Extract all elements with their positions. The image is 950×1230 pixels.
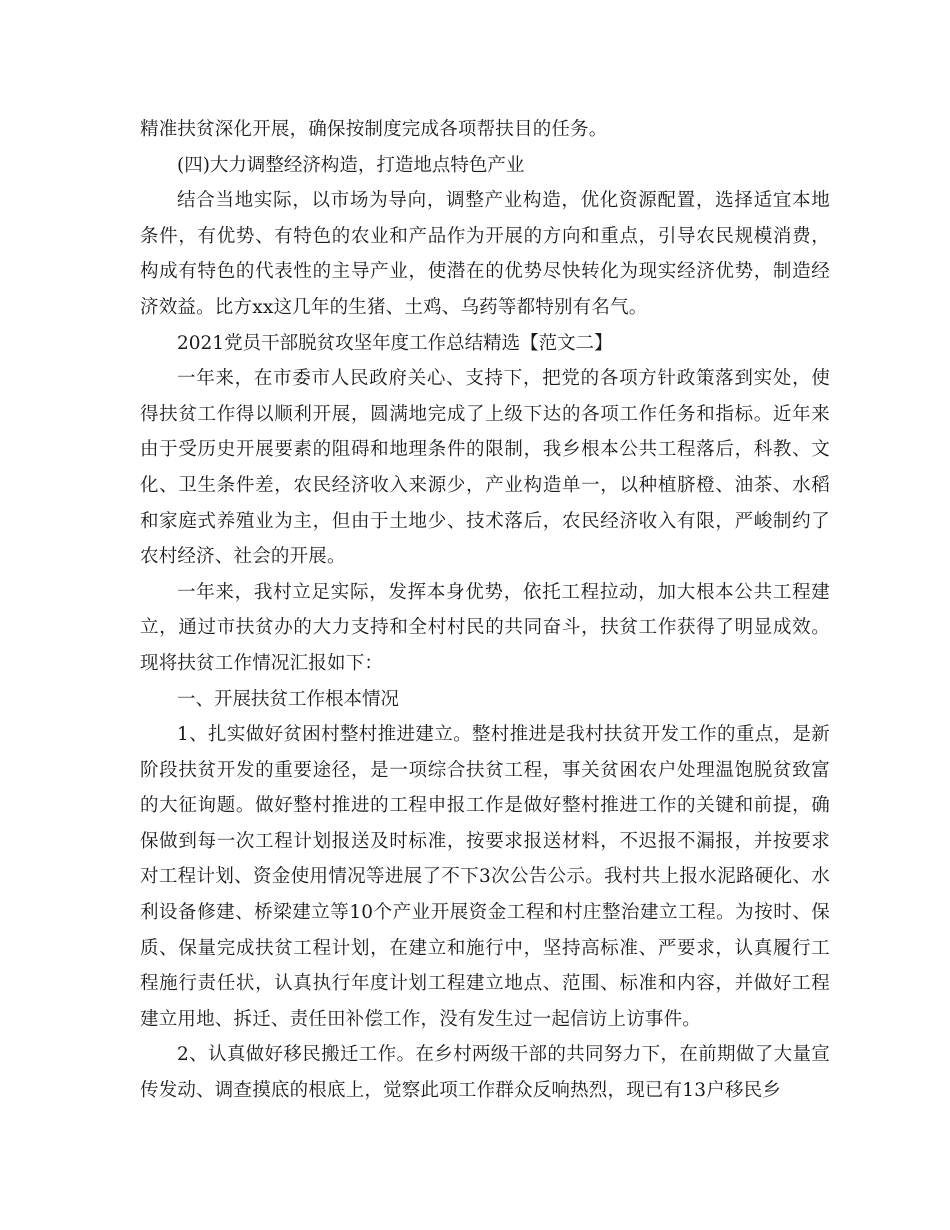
paragraph-item-2: 2、认真做好移民搬迁工作。在乡村两级干部的共同努力下，在前期做了大量宣传发动、调查摸底的根底上，觉察此项工作群众反响热烈，现已有13户移民乡 xyxy=(140,1044,830,1102)
article-title-2: 2021党员干部脱贫攻坚年度工作总结精选【范文二】 xyxy=(177,332,613,354)
paragraph-item-1: 1、扎实做好贫困村整村推进建立。整村推进是我村扶贫开发工作的重点，是新阶段扶贫开发的重要途径，是一项综合扶贫工程，事关贫困农户处理温饱脱贫致富的大征询题。做好整村推进的工程申报工作是做好整村推进工作的关键和前提，确保做到每一次工程计划报送及时标准，按要求报送材料，不迟报不漏报，并按要求对工程计划、资金使用情况等进展了不下3次公告公示。我村共上报水泥路硬化、水利设备修建、桥梁建立等10个产业开展资金工程和村庄整治建立工程。为按时、保质、保量完成扶贫工程计划，在建立和施行中，坚持高标准、严要求，认真履行工程施行责任状，认真执行年度计划工程建立地点、范围、标准和内容，并做好工程建立用地、拆迁、责任田补偿工作，没有发生过一起信访上访事件。 xyxy=(140,724,830,1030)
paragraph-continuation: 精准扶贫深化开展，确保按制度完成各项帮扶目的任务。 xyxy=(140,119,608,140)
section-heading-1: 一、开展扶贫工作根本情况 xyxy=(177,688,400,710)
paragraph-village: 一年来，我村立足实际，发挥本身优势，依托工程拉动，加大根本公共工程建立，通过市扶贫办的大力支持和全村村民的共同奋斗，扶贫工作获得了明显成效。现将扶贫工作情况汇报如下： xyxy=(140,581,830,674)
section-heading-4: (四)大力调整经济构造，打造地点特色产业 xyxy=(177,154,525,176)
paragraph-industry: 结合当地实际，以市场为导向，调整产业构造，优化资源配置，选择适宜本地条件，有优势、有特色的农业和产品作为开展的方向和重点，引导农民规模消费，构成有特色的代表性的主导产业，使潜在的优势尽快转化为现实经济优势，制造经济效益。比方xx这几年的生猪、土鸡、乌药等都特别有名气。 xyxy=(140,190,830,318)
document-body xyxy=(140,112,830,1109)
paragraph-intro: 一年来，在市委市人民政府关心、支持下，把党的各项方针政策落到实处，使得扶贫工作得以顺利开展，圆满地完成了上级下达的各项工作任务和指标。近年来由于受历史开展要素的阻碍和地理条件的限制，我乡根本公共工程落后，科教、文化、卫生条件差，农民经济收入来源少，产业构造单一，以种植脐橙、油茶、水稻和家庭式养殖业为主，但由于土地少、技术落后，农民经济收入有限，严峻制约了农村经济、社会的开展。 xyxy=(140,368,830,568)
